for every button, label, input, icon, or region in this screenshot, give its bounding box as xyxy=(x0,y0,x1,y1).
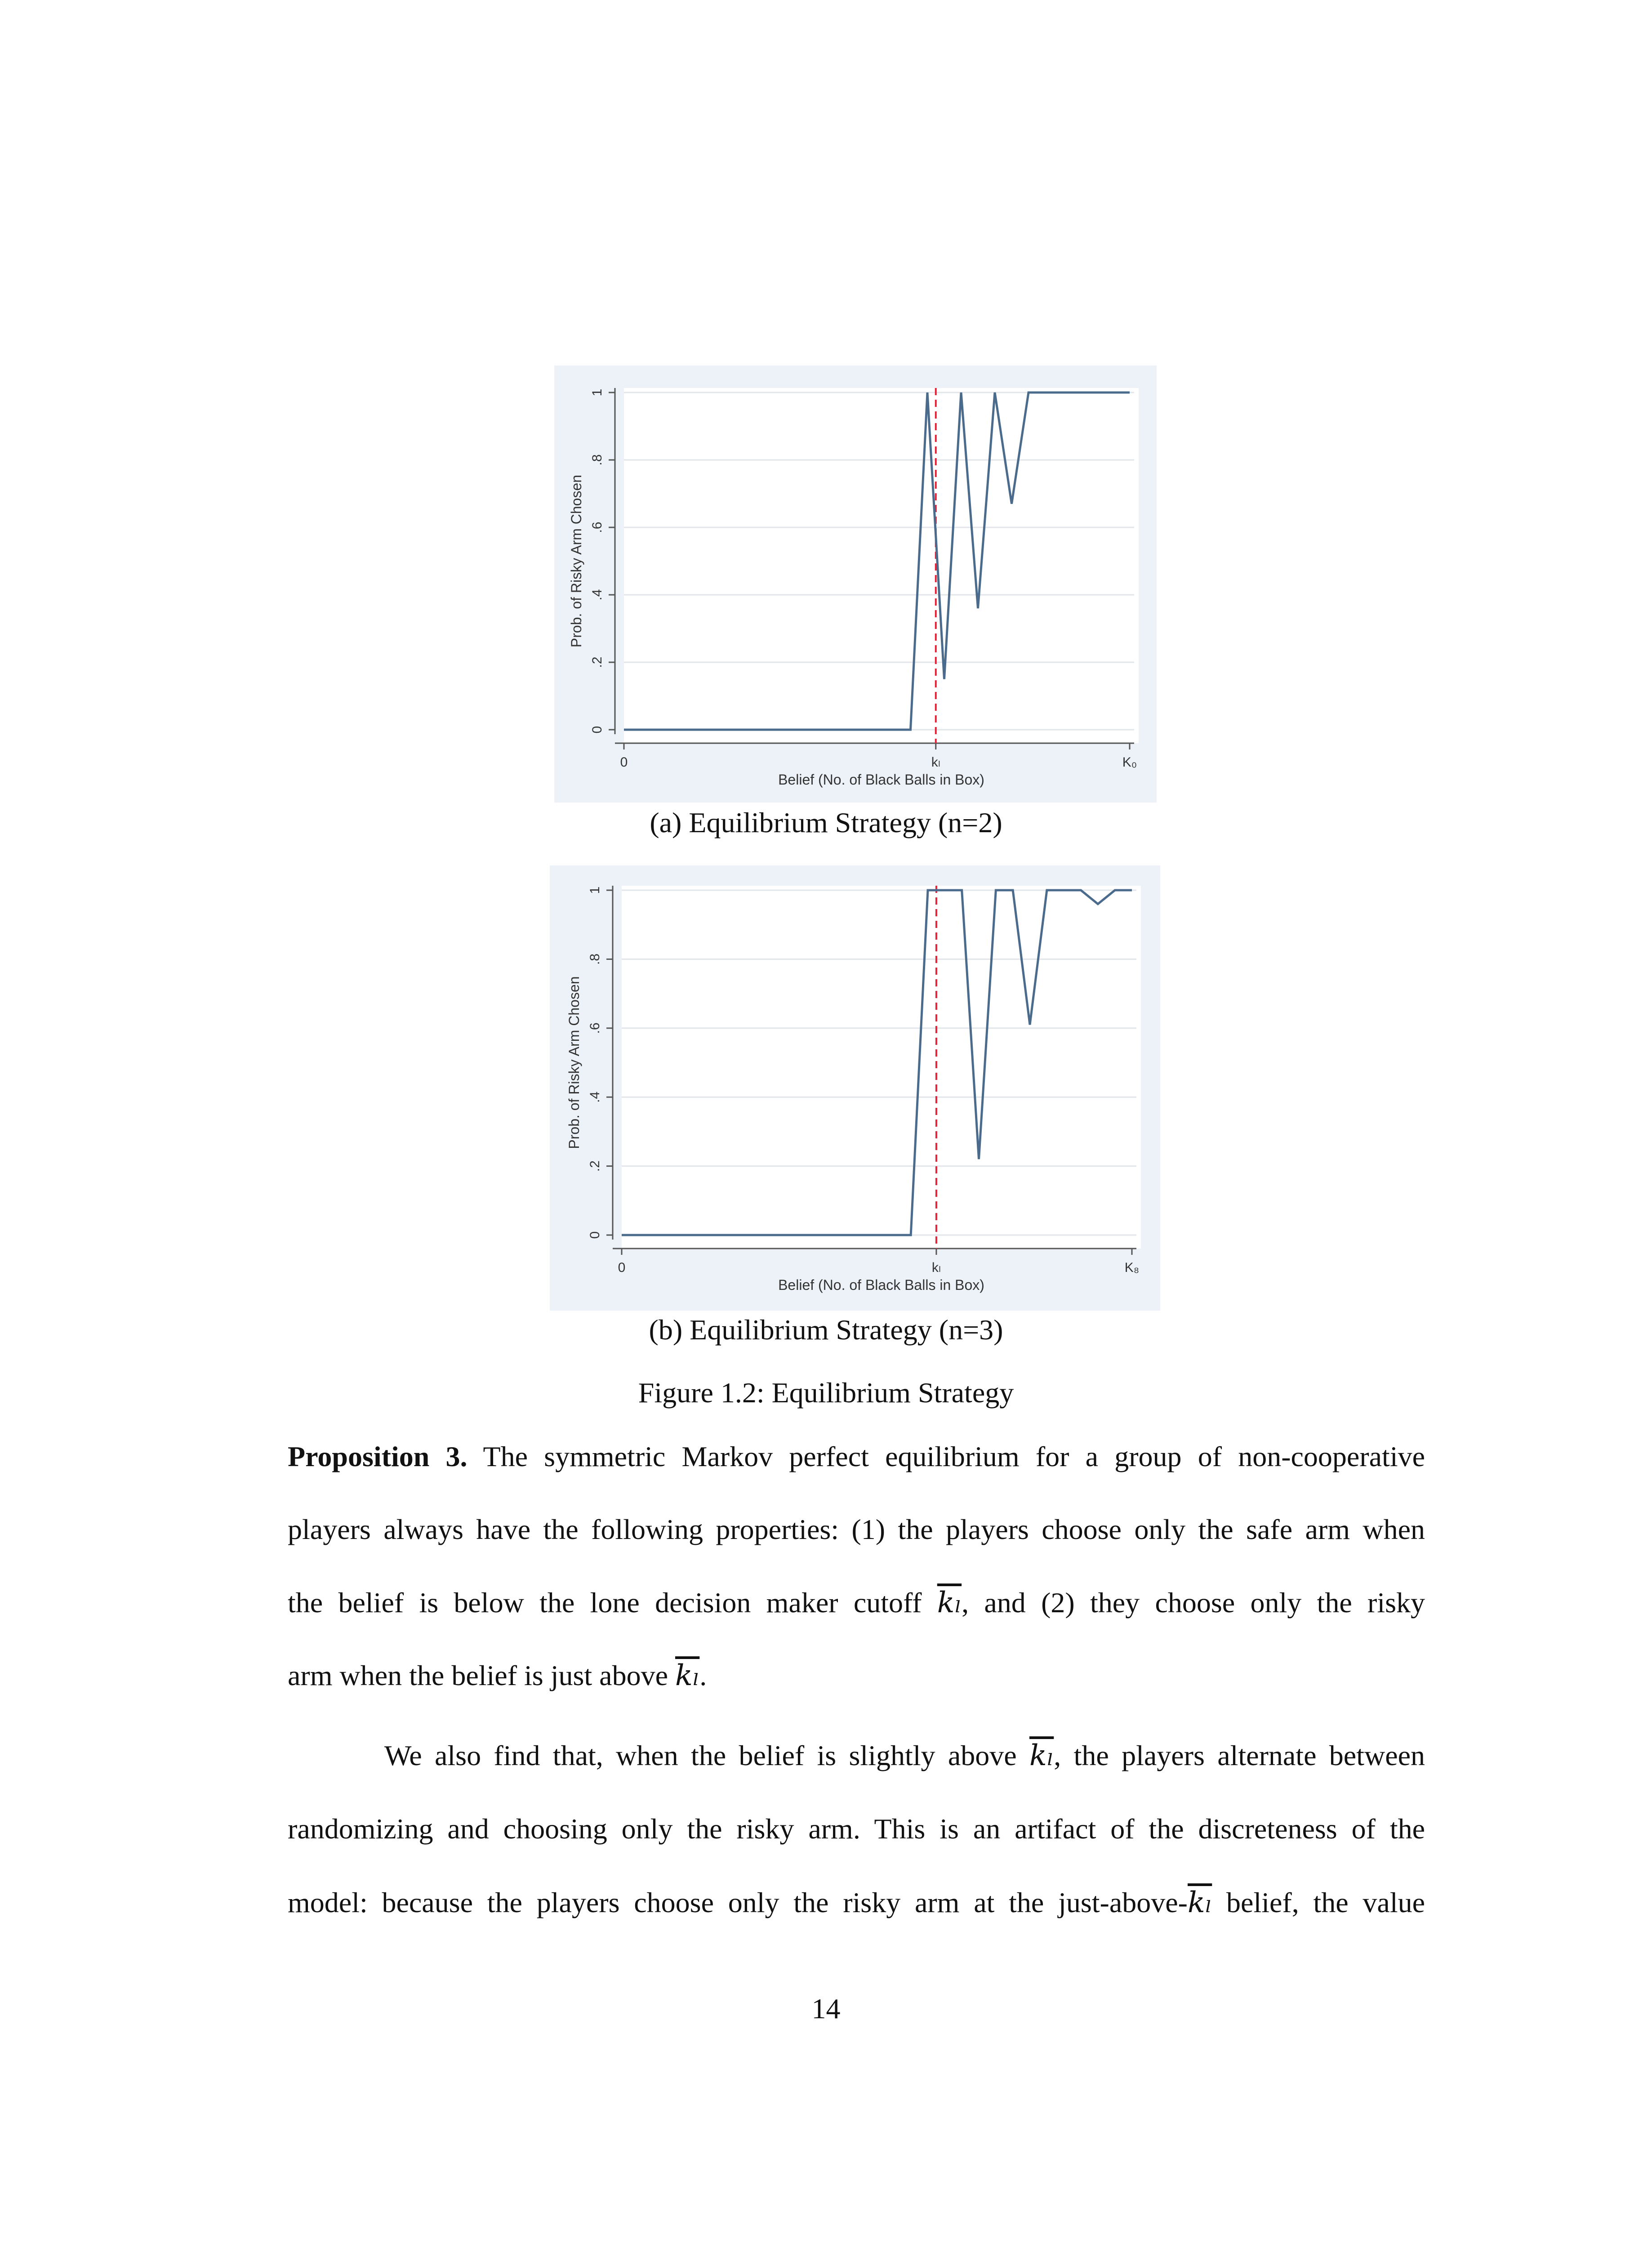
paragraph-line-3-b: belief, the value xyxy=(1212,1887,1425,1918)
proposition-line-3-b: , and (2) they choose only the risky xyxy=(962,1587,1425,1619)
proposition-label: Proposition 3. xyxy=(288,1441,468,1472)
paragraph-line-3 xyxy=(288,1885,1425,1921)
y-tick-label: 0 xyxy=(588,1231,602,1239)
paragraph-line-3-a: model: because the players choose only the risky arm at the just-above- xyxy=(288,1887,1188,1918)
x-axis-label: Belief (No. of Black Balls in Box) xyxy=(778,772,984,788)
figure-a-chart xyxy=(554,366,1157,803)
proposition-line-3-a: the belief is below the lone decision maker cutoff xyxy=(288,1587,937,1619)
paragraph-line-1-a: We also find that, when the belief is slightly above xyxy=(384,1740,1029,1771)
cutoff-symbol: $\overline{k_l}$ xyxy=(937,1586,962,1619)
paragraph-line-2: randomizing and choosing only the risky arm. This is an artifact of the discreteness of the xyxy=(288,1813,1425,1845)
plot-area xyxy=(624,388,1139,743)
x-tick-label: K₈ xyxy=(1124,1260,1140,1275)
figure-a-caption: (a) Equilibrium Strategy (n=2) xyxy=(650,807,1002,839)
x-tick-label: 0 xyxy=(618,1260,626,1275)
x-axis-label: Belief (No. of Black Balls in Box) xyxy=(778,1277,984,1293)
y-tick-label: .8 xyxy=(588,953,602,965)
figure-b-chart xyxy=(550,865,1160,1311)
x-tick-label: kₗ xyxy=(931,755,940,770)
y-axis-label: Prob. of Risky Arm Chosen xyxy=(568,474,584,648)
cutoff-symbol: $\overline{k_l}$ xyxy=(675,1659,700,1692)
proposition-line-4-a: arm when the belief is just above xyxy=(288,1659,675,1691)
x-tick-label: 0 xyxy=(620,755,628,770)
y-tick-label: .2 xyxy=(590,656,605,668)
y-tick-label: 0 xyxy=(590,726,605,734)
plot-area xyxy=(622,886,1141,1249)
x-tick-label: K₀ xyxy=(1122,755,1137,770)
y-tick-label: .8 xyxy=(590,454,605,466)
y-tick-label: .2 xyxy=(588,1160,602,1172)
cutoff-symbol: $\overline{k_l}$ xyxy=(1029,1739,1054,1772)
page-number: 14 xyxy=(811,1993,841,2025)
proposition-line-4-b: . xyxy=(699,1659,707,1691)
proposition-line-4 xyxy=(288,1658,1425,1694)
y-tick-label: 1 xyxy=(590,388,605,397)
y-tick-label: .6 xyxy=(588,1022,602,1034)
y-axis-label: Prob. of Risky Arm Chosen xyxy=(566,976,582,1149)
cutoff-symbol: $\overline{k_l}$ xyxy=(1187,1886,1212,1919)
paragraph-line-1-b: , the players alternate between xyxy=(1054,1740,1425,1771)
x-tick-label: kₗ xyxy=(931,1260,941,1275)
proposition-line-1 xyxy=(288,1439,1425,1475)
paragraph-line-1 xyxy=(384,1738,1425,1774)
figure-b-caption: (b) Equilibrium Strategy (n=3) xyxy=(649,1314,1003,1346)
y-tick-label: .4 xyxy=(588,1091,602,1103)
y-tick-label: .6 xyxy=(590,522,605,533)
proposition-line-2: players always have the following properties: (1) the players choose only the safe arm when xyxy=(288,1513,1425,1545)
y-tick-label: .4 xyxy=(590,589,605,601)
figure-b-panel xyxy=(550,865,1160,1311)
proposition-line-1-text: The symmetric Markov perfect equilibrium for a group of non-cooperative xyxy=(467,1441,1425,1472)
figure-caption: Figure 1.2: Equilibrium Strategy xyxy=(638,1377,1014,1409)
figure-a-panel xyxy=(554,366,1157,803)
y-tick-label: 1 xyxy=(588,886,602,894)
proposition-line-3 xyxy=(288,1585,1425,1621)
